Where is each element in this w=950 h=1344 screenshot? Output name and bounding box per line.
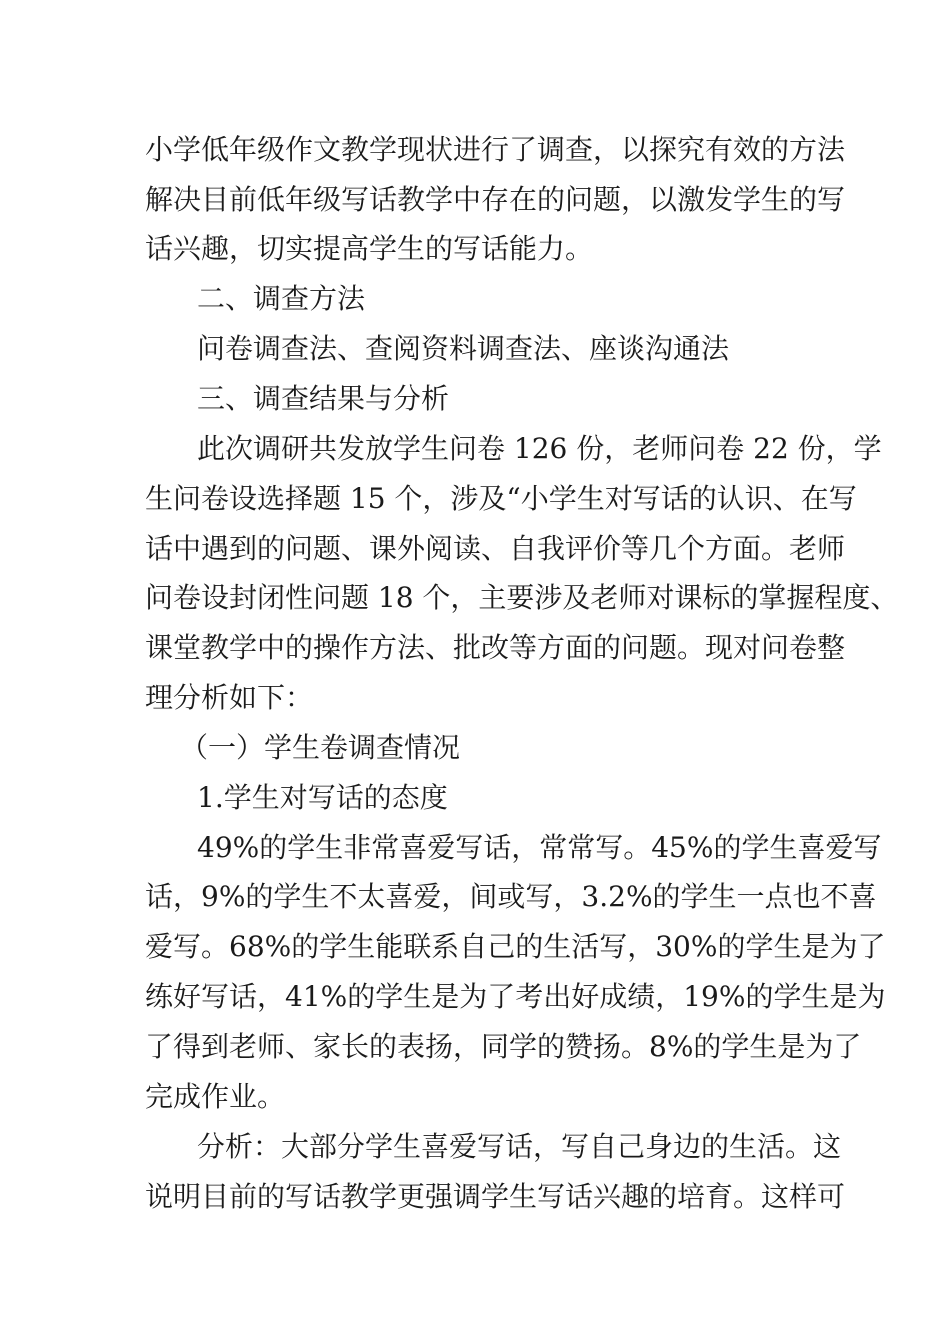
item-heading-attitude: 1.学生对写话的态度 [197, 781, 448, 814]
paragraph-line-12: 理分析如下： [145, 681, 314, 714]
section-heading-results: 三、调查结果与分析 [197, 382, 450, 415]
paragraph-line-2: 解决目前低年级写话教学中存在的问题，以激发学生的写 [145, 183, 846, 216]
paragraph-line-17: 爱写。68%的学生能联系自己的生活写，30%的学生是为了 [145, 930, 886, 963]
paragraph-line-7: 此次调研共发放学生问卷 126 份，老师问卷 22 份，学 [197, 432, 882, 465]
paragraph-line-22: 说明目前的写话教学更强调学生写话兴趣的培育。这样可 [145, 1180, 846, 1213]
paragraph-line-11: 课堂教学中的操作方法、批改等方面的问题。现对问卷整 [145, 631, 846, 664]
paragraph-line-20: 完成作业。 [145, 1080, 286, 1113]
paragraph-line-3: 话兴趣，切实提高学生的写话能力。 [145, 232, 594, 265]
section-heading-methods: 二、调查方法 [197, 282, 366, 315]
paragraph-line-1: 小学低年级作文教学现状进行了调查，以探究有效的方法 [145, 133, 846, 166]
paragraph-line-18: 练好写话，41%的学生是为了考出好成绩，19%的学生是为 [145, 980, 886, 1013]
paragraph-line-10: 问卷设封闭性问题 18 个，主要涉及老师对课标的掌握程度、 [145, 581, 899, 614]
methods-text: 问卷调查法、查阅资料调查法、座谈沟通法 [197, 332, 730, 365]
paragraph-line-16: 话，9%的学生不太喜爱，间或写，3.2%的学生一点也不喜 [145, 880, 877, 913]
paragraph-line-19: 了得到老师、家长的表扬，同学的赞扬。8%的学生是为了 [145, 1030, 862, 1063]
paragraph-line-9: 话中遇到的问题、课外阅读、自我评价等几个方面。老师 [145, 532, 846, 565]
paragraph-line-8: 生问卷设选择题 15 个，涉及“小学生对写话的认识、在写 [145, 482, 857, 515]
paragraph-line-15: 49%的学生非常喜爱写话，常常写。45%的学生喜爱写 [197, 831, 882, 864]
subsection-heading-student-survey: （一）学生卷调查情况 [180, 731, 461, 764]
paragraph-line-21: 分析：大部分学生喜爱写话，写自己身边的生活。这 [197, 1130, 842, 1163]
